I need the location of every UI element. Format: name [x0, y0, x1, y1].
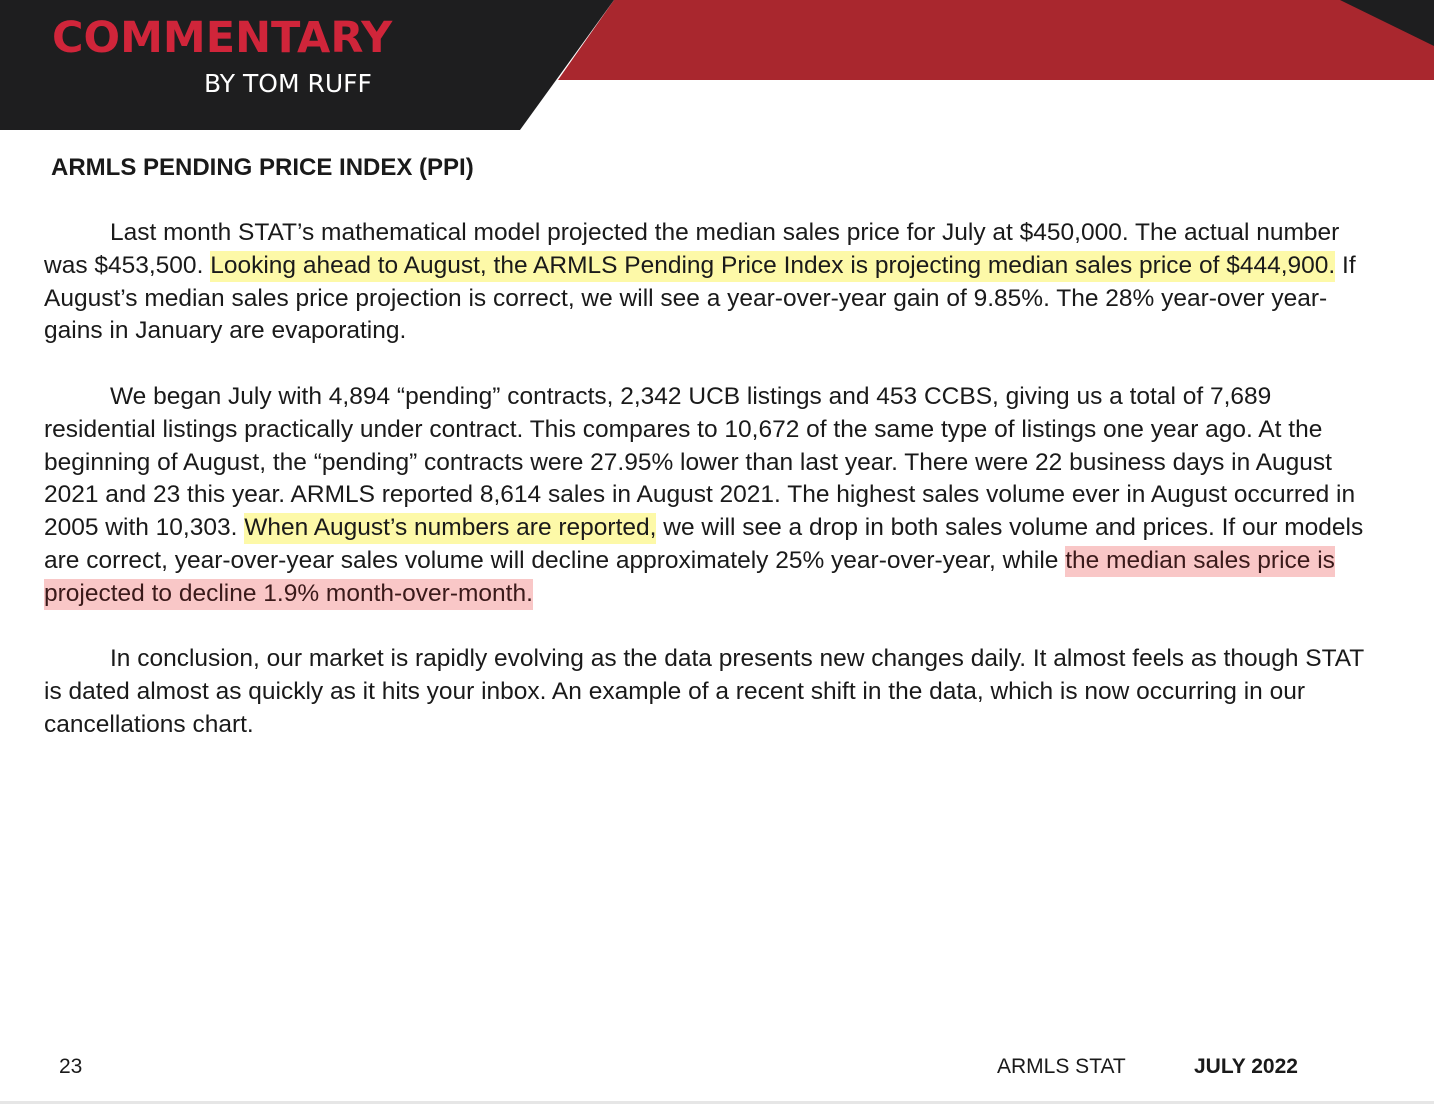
header-title: COMMENTARY: [52, 13, 393, 63]
issue-date: JULY 2022: [1194, 1055, 1298, 1078]
paragraph-conclusion: [44, 643, 1364, 741]
p2-lead-text: We began July with 4,894 “pending” contracts, 2,342 UCB listings and 453 CCBS, giving us a total of 7,689 residential listings practically under contract. This compares to 10,672 of the same type of listings one year ago. At the beginning of August, the “pending” contracts were 27.95% lower than last year. There were 22 business days in August 2021 and 23 this year. ARMLS reported 8,614 sales in August 2021. The highest sales volume ever in August occurred in 2005 with 10,303.: [44, 382, 1356, 542]
paragraph-ppi-projection: [44, 217, 1364, 348]
page-number: 23: [59, 1055, 83, 1078]
p2-highlight-yellow: When August’s numbers are reported,: [244, 513, 656, 544]
p1-lead-text: Last month STAT’s mathematical model projected the median sales price for July at $450,000. The actual number was $453,500.: [44, 219, 1340, 279]
p1-tail-text: If August’s median sales price projection is correct, we will see a year-over-year gain of 9.85%. The 28% year-over year-gains in January are evaporating.: [44, 251, 1356, 345]
header-red-band: [558, 0, 1434, 80]
section-heading: ARMLS PENDING PRICE INDEX (PPI): [51, 154, 474, 181]
publication-name: ARMLS STAT: [997, 1055, 1126, 1078]
p3-text: In conclusion, our market is rapidly evolving as the data presents new changes daily. It almost feels as though STAT is dated almost as quickly as it hits your inbox. An example of a recent shift in the data, which is now occurring in our cancellations chart.: [44, 645, 1364, 738]
p2-highlight-pink: the median sales price is projected to decline 1.9% month-over-month.: [44, 546, 1335, 610]
commentary-body: [44, 217, 1364, 775]
p1-highlight-yellow: Looking ahead to August, the ARMLS Pending Price Index is projecting median sales price of $444,900.: [210, 251, 1335, 282]
p2-middle-text: we will see a drop in both sales volume and prices. If our models are correct, year-over-year sales volume will decline approximately 25% year-over-year, while: [44, 514, 1364, 574]
paragraph-pending-contracts: [44, 381, 1364, 611]
author-byline: BY TOM RUFF: [204, 69, 372, 98]
